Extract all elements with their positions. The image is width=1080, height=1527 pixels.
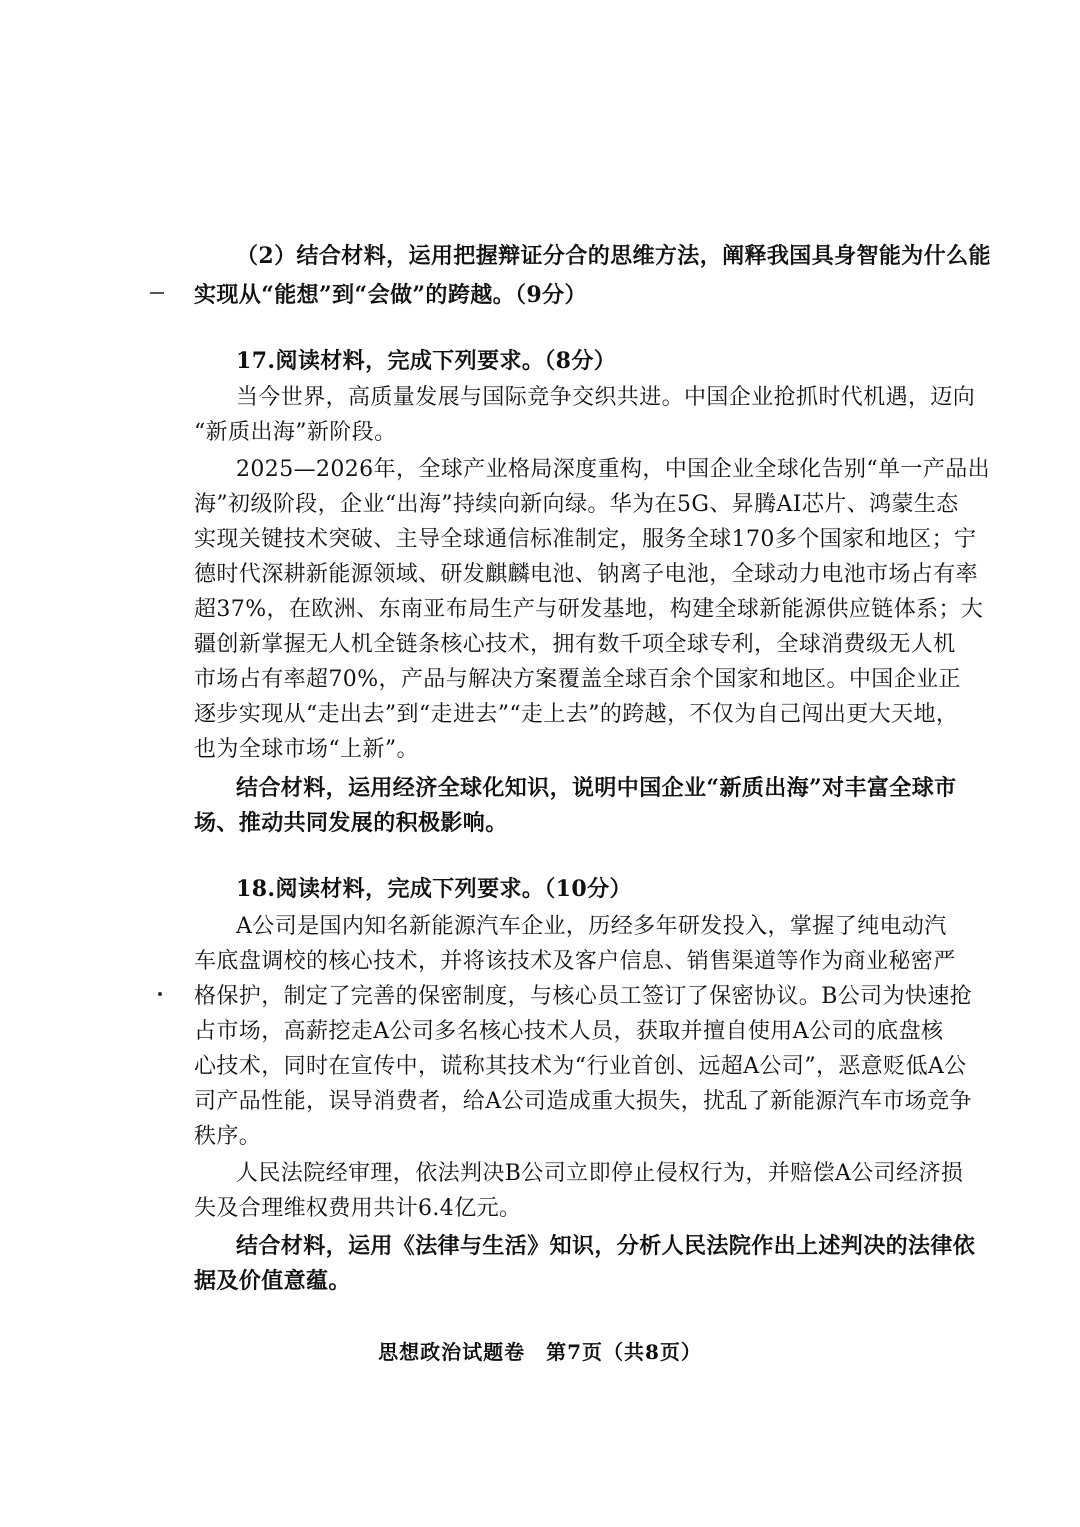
- q17-p2-line: 超37%，在欧洲、东南亚布局生产与研发基地，构建全球新能源供应链体系；大: [194, 597, 984, 622]
- q17-task-line2: 场、推动共同发展的积极影响。: [194, 810, 508, 836]
- q17-p2-line: 逐步实现从“走出去”到“走进去”“走上去”的跨越，不仅为自己闯出更大天地，: [194, 702, 959, 727]
- q18-p1-line: A公司是国内知名新能源汽车企业，历经多年研发投入，掌握了纯电动汽: [236, 914, 947, 939]
- q17-heading: 17.阅读材料，完成下列要求。（8分）: [236, 348, 617, 374]
- q18-heading: 18.阅读材料，完成下列要求。（10分）: [236, 876, 632, 902]
- q18-task-line2: 据及价值意蕴。: [194, 1268, 351, 1294]
- q17-p2-line: 市场占有率超70%，产品与解决方案覆盖全球百余个国家和地区。中国企业正: [194, 667, 961, 692]
- q17-p1-line2: “新质出海”新阶段。: [194, 420, 397, 445]
- q16-part2-line2: 实现从“能想”到“会做”的跨越。（9分）: [194, 282, 587, 308]
- q17-p2-line: 实现关键技术突破、主导全球通信标准制定，服务全球170多个国家和地区；宁: [194, 527, 977, 552]
- q17-p2-line: 海”初级阶段，企业“出海”持续向新向绿。华为在5G、昇腾AI芯片、鸿蒙生态: [194, 492, 959, 517]
- q16-part2-line1: （2）结合材料，运用把握辩证分合的思维方法，阐释我国具身智能为什么能: [236, 243, 991, 269]
- q18-p1-line: 格保护，制定了完善的保密制度，与核心员工签订了保密协议。B公司为快速抢: [194, 984, 973, 1009]
- q18-p1-line: 秩序。: [194, 1124, 262, 1149]
- q18-p1-line: 车底盘调校的核心技术，并将该技术及客户信息、销售渠道等作为商业秘密严: [194, 949, 956, 974]
- q17-p2-line: 也为全球市场“上新”。: [194, 737, 419, 762]
- q17-p2-line: 2025—2026年，全球产业格局深度重构，中国企业全球化告别“单一产品出: [236, 457, 991, 482]
- q17-p2-line: 疆创新掌握无人机全链条核心技术，拥有数千项全球专利，全球消费级无人机: [194, 632, 956, 657]
- q18-p1-line: 占市场，高薪挖走A公司多名核心技术人员，获取并擅自使用A公司的底盘核: [194, 1019, 944, 1044]
- q17-p1-line1: 当今世界，高质量发展与国际竞争交织共进。中国企业抢抓时代机遇，迈向: [236, 385, 976, 410]
- scan-mark-dash: [150, 292, 164, 294]
- q17-task-line1: 结合材料，运用经济全球化知识，说明中国企业“新质出海”对丰富全球市: [236, 775, 957, 801]
- q18-p1-line: 心技术，同时在宣传中，谎称其技术为“行业首创、远超A公司”，恶意贬低A公: [194, 1054, 967, 1079]
- page-footer: 思想政治试题卷 第7页（共8页）: [378, 1340, 702, 1364]
- q18-p2-line1: 人民法院经审理，依法判决B公司立即停止侵权行为，并赔偿A公司经济损: [236, 1161, 964, 1186]
- q18-p1-line: 司产品性能，误导消费者，给A公司造成重大损失，扰乱了新能源汽车市场竞争: [194, 1089, 972, 1114]
- q18-task-line1: 结合材料，运用《法律与生活》知识，分析人民法院作出上述判决的法律依: [236, 1233, 976, 1259]
- q17-p2-line: 德时代深耕新能源领域、研发麒麟电池、钠离子电池，全球动力电池市场占有率: [194, 562, 979, 587]
- scan-mark-dot: [158, 992, 162, 996]
- q18-p2-line2: 失及合理维权费用共计6.4亿元。: [194, 1196, 522, 1221]
